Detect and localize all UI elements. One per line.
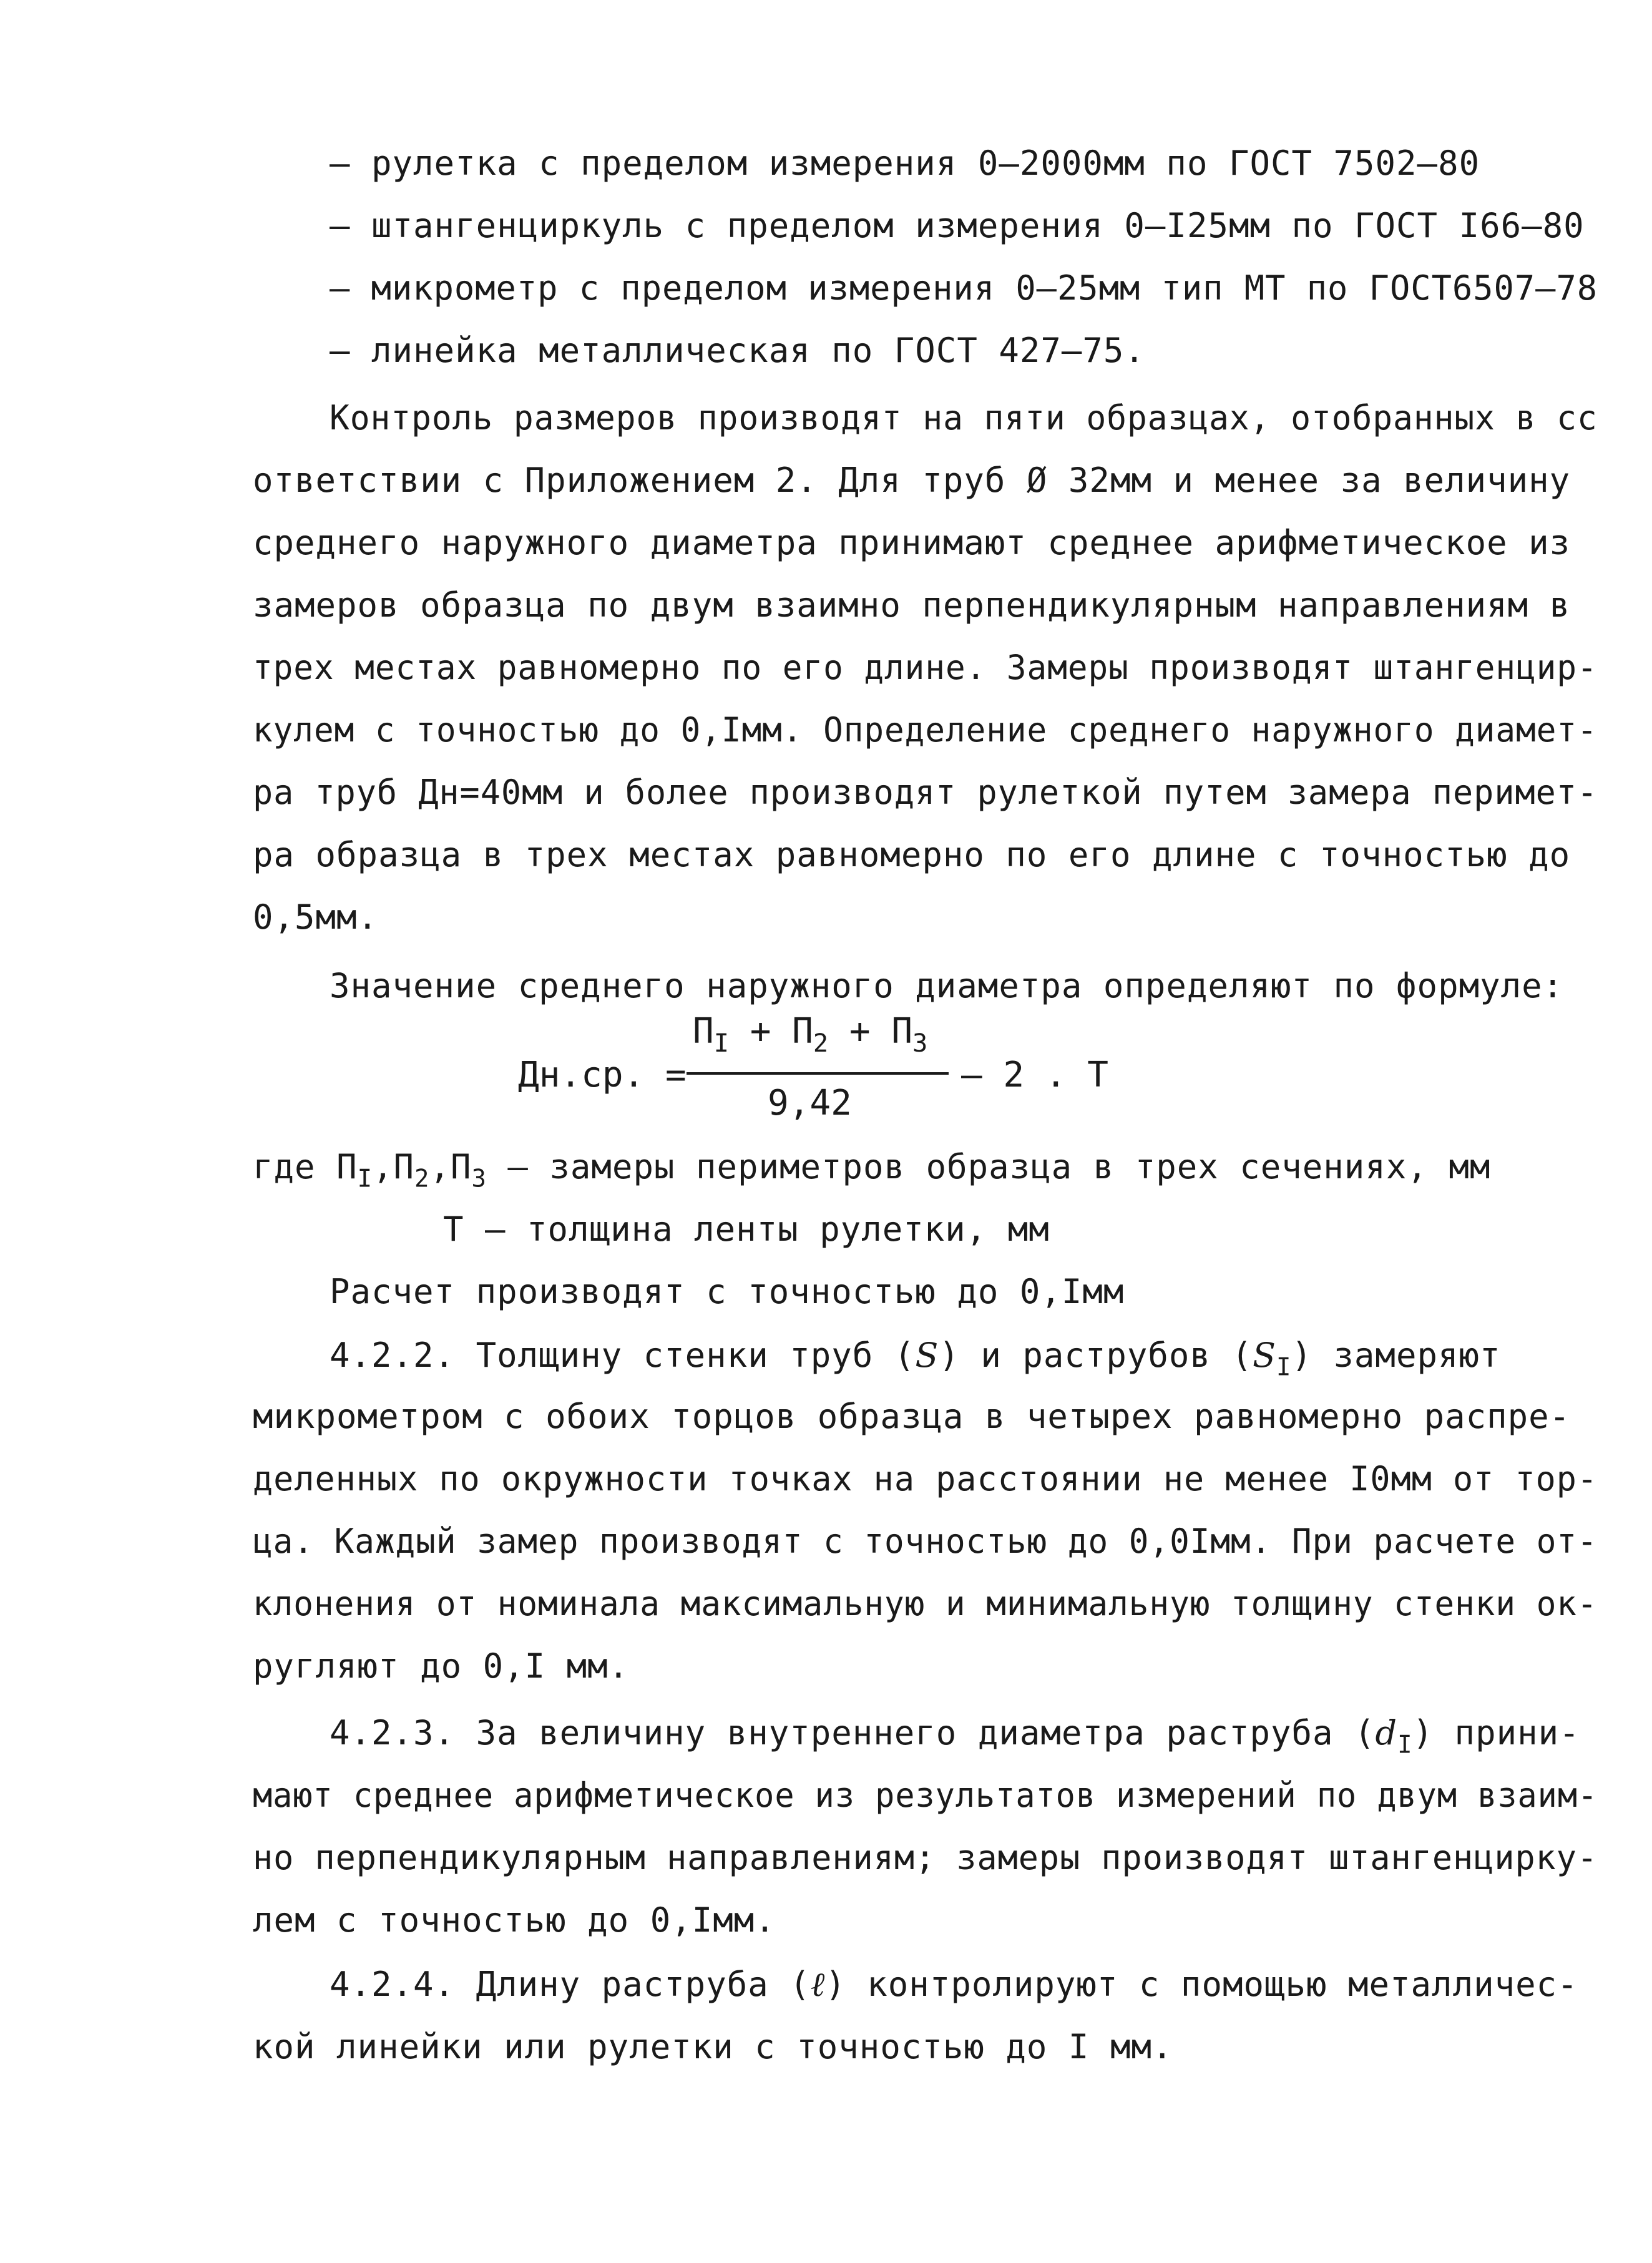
sec422-line: деленных по окружности точках на расстоянии не менее I0мм от тор- [253,1459,1598,1498]
formula-denominator: 9,42 [768,1083,852,1123]
para1-line: замеров образца по двум взаимно перпендикулярным направлениям в [253,585,1571,625]
para1-line: ра образца в трех местах равномерно по его длине с точностью до [253,835,1571,874]
para1-line: кулем с точностью до 0,Iмм. Определение среднего наружного диамет- [253,710,1598,750]
sec423-line: лем с точностью до 0,Iмм. [253,1900,776,1940]
formula-lhs: Дн.ср. = [518,1055,687,1095]
formula-numerator: $П_I + П_2 + П_3$ [693,1011,928,1058]
list-item-caliper: – штангенциркуль с пределом измерения 0–I25мм по ГОСТ I66–80 [330,206,1585,245]
sec422-line: ругляют до 0,I мм. [253,1646,630,1686]
sec422-line: ца. Каждый замер производят с точностью до 0,0Iмм. При расчете от- [253,1522,1598,1561]
para1-line: 0,5мм. [253,897,379,937]
formula-intro: Значение среднего наружного диаметра определяют по формуле: [330,966,1564,1005]
sec423-line: 4.2.3. За величину внутреннего диаметра раструба $(d_I)$ прини- [330,1713,1580,1759]
sec424-line: 4.2.4. Длину раструба (ℓ) контролируют с помощью металличес- [330,1965,1578,2004]
where-t-line: Т – толщина ленты рулетки, мм [443,1210,1050,1249]
sec423-line: но перпендикулярным направлениям; замеры производят штангенцирку- [253,1838,1598,1877]
sec424-line: кой линейки или рулетки с точностью до I мм. [253,2027,1173,2066]
sec423-line: мают среднее арифметическое из результатов измерений по двум взаим- [253,1776,1598,1815]
list-item-micrometer: – микрометр с пределом измерения 0–25мм тип МТ по ГОСТ6507–78 [330,268,1598,308]
para1-line: Контроль размеров производят на пяти образцах, отобранных в сс [330,398,1598,437]
para1-line: ответствии с Приложением 2. Для труб Ø 32мм и менее за величину [253,461,1571,500]
calc-line: Расчет производят с точностью до 0,Iмм [330,1272,1125,1311]
formula-rhs: – 2 . Т [961,1055,1109,1095]
list-item-tape: – рулетка с пределом измерения 0–2000мм по ГОСТ 7502–80 [330,144,1480,183]
para1-line: среднего наружного диаметра принимают среднее арифметическое из [253,523,1571,562]
para1-line: трех местах равномерно по его длине. Замеры производят штангенцир- [253,648,1598,687]
sec422-line: клонения от номинала максимальную и минимальную толщину стенки ок- [253,1584,1598,1623]
list-item-ruler: – линейка металлическая по ГОСТ 427–75. [330,331,1145,370]
para1-line: ра труб Дн=40мм и более производят рулеткой путем замера перимет- [253,773,1598,812]
sec422-line: 4.2.2. Толщину стенки труб (S) и раструбов $(S_I)$ замеряют [330,1336,1501,1382]
fraction-bar [687,1072,949,1075]
where-line: где $П_I,П_2,П_3$ – замеры периметров образца в трех сечениях, мм [253,1147,1491,1193]
sec422-line: микрометром с обоих торцов образца в четырех равномерно распре- [253,1397,1571,1436]
